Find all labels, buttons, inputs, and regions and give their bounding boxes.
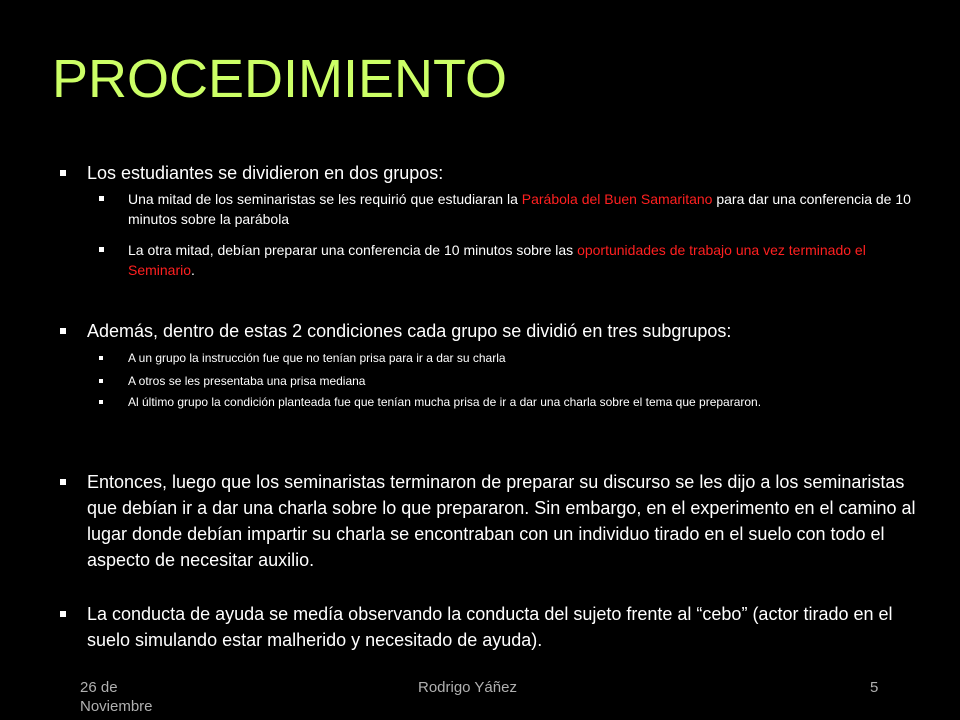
bullet-groups xyxy=(60,160,920,186)
bullet-text: Los estudiantes se dividieron en dos grupos: xyxy=(87,163,444,183)
square-bullet-icon xyxy=(60,479,66,485)
bullet-subgroups xyxy=(60,318,920,344)
bullet-text: A otros se les presentaba una prisa mediana xyxy=(128,374,366,388)
highlight-text: oportunidades de trabajo una vez terminado el Seminario xyxy=(128,242,866,278)
bullet-measurement xyxy=(60,601,920,653)
bullet-text xyxy=(128,240,919,280)
bullet-text: Al último grupo la condición planteada fue que tenían mucha prisa de ir a dar una charla sobre el tema que prepararon. xyxy=(128,395,762,409)
bullet-text-part: La otra mitad, debían preparar una conferencia de 10 minutos sobre las xyxy=(128,242,578,258)
square-bullet-icon xyxy=(99,356,103,360)
bullet-text: Entonces, luego que los seminaristas terminaron de preparar su discurso se les dijo a los seminaristas que debían ir a dar una charla sobre lo que prepararon. Sin embargo, en el experimento en el camino al lugar donde debían impartir su charla se encontraban con un individuo tirado en el suelo con todo el aspecto de necesitar auxilio. xyxy=(87,472,916,570)
square-bullet-icon xyxy=(99,196,104,201)
slide-title: PROCEDIMIENTO xyxy=(52,49,508,109)
bullet-text xyxy=(128,189,919,229)
square-bullet-icon xyxy=(99,400,103,404)
bullet-text: A un grupo la instrucción fue que no tenían prisa para ir a dar su charla xyxy=(128,351,506,365)
footer-author: Rodrigo Yáñez xyxy=(418,679,517,696)
sub-bullet-no-hurry xyxy=(99,350,919,367)
sub-bullet-medium-hurry xyxy=(99,373,919,390)
square-bullet-icon xyxy=(99,379,103,383)
sub-bullet-half-one xyxy=(99,189,919,229)
bullet-text-part: . xyxy=(191,262,195,278)
square-bullet-icon xyxy=(60,328,66,334)
square-bullet-icon xyxy=(99,247,104,252)
footer-date: 26 de Noviembre xyxy=(80,679,153,715)
bullet-text-part: para dar una conferencia de 10 minutos sobre la parábola xyxy=(128,191,911,227)
bullet-text: Además, dentro de estas 2 condiciones cada grupo se dividió en tres subgrupos: xyxy=(87,321,732,341)
sub-bullet-half-two xyxy=(99,240,919,280)
bullet-experiment xyxy=(60,469,920,573)
highlight-text: Parábola del Buen Samaritano xyxy=(521,191,713,207)
bullet-text: La conducta de ayuda se medía observando la conducta del sujeto frente al “cebo” (actor tirado en el suelo simulando estar malherido y necesitado de ayuda). xyxy=(87,604,893,650)
sub-bullet-high-hurry xyxy=(99,394,919,411)
bullet-text-part: Una mitad de los seminaristas se les requirió que estudiaran la xyxy=(128,191,522,207)
square-bullet-icon xyxy=(60,170,66,176)
page-number: 5 xyxy=(870,679,879,696)
square-bullet-icon xyxy=(60,611,66,617)
